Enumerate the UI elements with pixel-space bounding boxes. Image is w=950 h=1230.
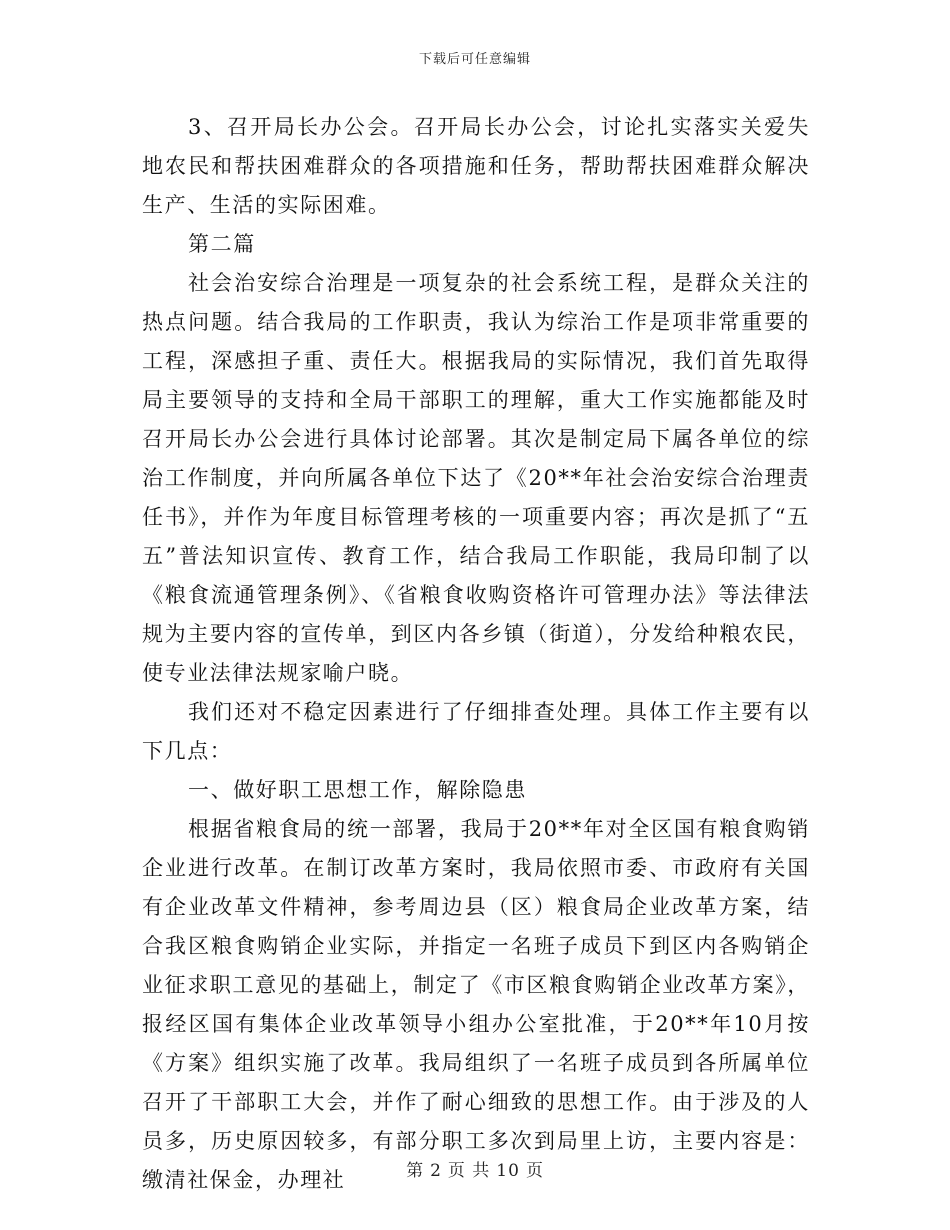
section-title-second-part: 第二篇 [188, 232, 256, 256]
page-header-note: 下载后可任意编辑 [418, 52, 531, 67]
subheading-staff-ideological-work: 一、做好职工思想工作，解除隐患 [188, 778, 527, 802]
footer-prefix: 第 [406, 1161, 425, 1181]
paragraph-instability-check: 我们还对不稳定因素进行了仔细排查处理。具体工作主要有以下几点： [142, 700, 810, 763]
footer-middle: 页 共 [447, 1161, 491, 1181]
page-footer [0, 1156, 950, 1181]
document-body [142, 108, 810, 1200]
paragraph-item-3-meeting: 3、召开局长办公会。召开局长办公会，讨论扎实落实关爱失地农民和帮扶困难群众的各项措施和任务，帮助帮扶困难群众解决生产、生活的实际困难。 [142, 115, 810, 217]
footer-current-page: 2 [430, 1161, 442, 1181]
footer-total-pages: 10 [496, 1161, 520, 1181]
paragraph-enterprise-reform: 根据省粮食局的统一部署，我局于20**年对全区国有粮食购销企业进行改革。在制订改革方案时，我局依照市委、市政府有关国有企业改革文件精神，参考周边县（区）粮食局企业改革方案，结合我区粮食购销企业实际，并指定一名班子成员下到区内各购销企业征求职工意见的基础上，制定了《市区粮食购销企业改革方案》，报经区国有集体企业改革领导小组办公室批准，于20**年10月按《方案》组织实施了改革。我局组织了一名班子成员到各所属单位召开了干部职工大会，并作了耐心细致的思想工作。由于涉及的人员多，历史原因较多，有部分职工多次到局里上访，主要内容是：缴清社保金，办理社 [142, 817, 810, 1192]
footer-suffix: 页 [525, 1161, 544, 1181]
paragraph-public-security-intro: 社会治安综合治理是一项复杂的社会系统工程，是群众关注的热点问题。结合我局的工作职责，我认为综治工作是项非常重要的工程，深感担子重、责任大。根据我局的实际情况，我们首先取得局主要领导的支持和全局干部职工的理解，重大工作实施都能及时召开局长办公会进行具体讨论部署。其次是制定局下属各单位的综治工作制度，并向所属各单位下达了《20**年社会治安综合治理责任书》，并作为年度目标管理考核的一项重要内容；再次是抓了“五五”普法知识宣传、教育工作，结合我局工作职能，我局印制了以《粮食流通管理条例》、《省粮食收购资格许可管理办法》等法律法规为主要内容的宣传单，到区内各乡镇（街道），分发给种粮农民，使专业法律法规家喻户晓。 [142, 271, 810, 685]
